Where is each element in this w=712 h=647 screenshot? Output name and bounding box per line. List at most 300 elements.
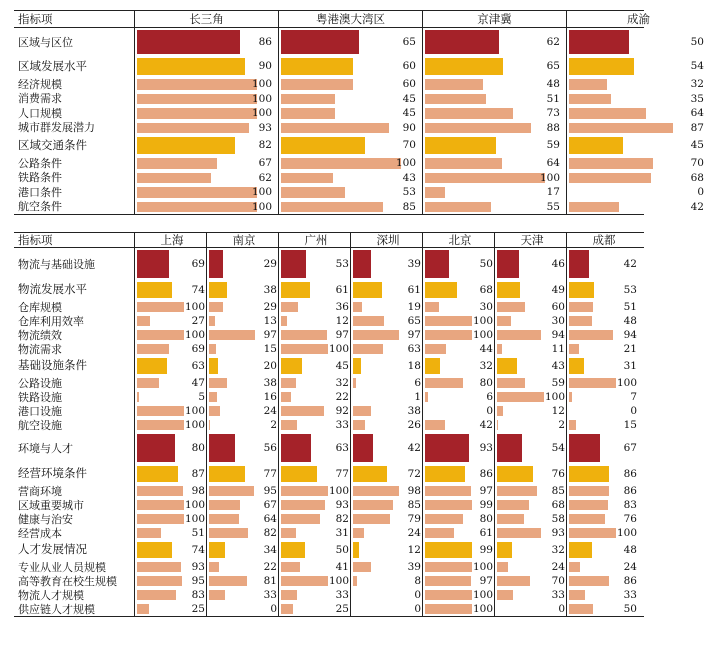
value-number: 100 <box>539 171 560 184</box>
value-cell <box>424 432 496 464</box>
value-number: 82 <box>335 512 349 525</box>
value-cell <box>352 498 424 512</box>
value-number: 93 <box>551 526 565 539</box>
value-number: 76 <box>623 512 637 525</box>
value-number: 25 <box>335 602 349 615</box>
value-number: 92 <box>335 404 349 417</box>
indicator-row <box>14 512 644 526</box>
value-number: 100 <box>472 314 493 327</box>
column-header: 南京 <box>232 233 256 247</box>
value-cell <box>280 280 352 300</box>
rule-line <box>14 214 644 215</box>
value-cell <box>208 574 280 588</box>
value-number: 42 <box>407 441 421 454</box>
value-cell <box>136 464 208 484</box>
value-cell <box>352 280 424 300</box>
value-cell <box>568 404 640 418</box>
column-divider <box>278 232 279 616</box>
column-header: 成都 <box>592 233 616 247</box>
value-number: 0 <box>630 404 637 417</box>
value-cell <box>280 342 352 356</box>
value-number: 74 <box>191 543 205 556</box>
row-label: 城市群发展潜力 <box>18 121 95 135</box>
value-cell <box>424 356 496 376</box>
value-number: 48 <box>623 314 637 327</box>
value-number: 24 <box>263 404 277 417</box>
value-cell <box>352 356 424 376</box>
value-cell <box>568 92 712 107</box>
value-cell <box>280 464 352 484</box>
indicator-row <box>14 77 704 92</box>
value-cell <box>136 418 208 432</box>
value-cell <box>424 135 568 156</box>
indicator-row <box>14 498 644 512</box>
value-number: 67 <box>258 157 272 169</box>
value-cell <box>136 280 208 300</box>
value-cell <box>208 588 280 602</box>
value-number: 30 <box>479 300 493 313</box>
value-number: 77 <box>263 467 277 480</box>
row-label: 消费需求 <box>18 92 62 106</box>
value-number: 62 <box>258 171 272 184</box>
value-cell <box>136 28 280 56</box>
value-number: 97 <box>479 484 493 497</box>
value-number: 0 <box>558 602 565 615</box>
value-cell <box>280 92 424 107</box>
value-cell <box>136 248 208 280</box>
value-cell <box>280 171 424 186</box>
indicator-row <box>14 602 644 616</box>
table-header <box>14 232 644 248</box>
value-cell <box>568 280 640 300</box>
value-number: 100 <box>184 404 205 417</box>
row-label: 物流与基础设施 <box>18 257 95 271</box>
value-number: 93 <box>479 441 493 454</box>
value-cell <box>280 28 424 56</box>
value-number: 26 <box>407 418 421 431</box>
value-number: 6 <box>414 376 421 389</box>
value-number: 24 <box>623 560 637 573</box>
value-cell <box>496 248 568 280</box>
value-number: 60 <box>402 60 416 73</box>
value-number: 64 <box>263 512 277 525</box>
value-number: 100 <box>328 342 349 355</box>
value-number: 69 <box>191 257 205 270</box>
value-cell <box>568 498 640 512</box>
value-number: 67 <box>623 441 637 454</box>
row-label: 环境与人才 <box>18 441 73 455</box>
value-number: 12 <box>551 404 565 417</box>
value-cell <box>208 280 280 300</box>
column-header: 成渝 <box>627 12 650 26</box>
value-number: 12 <box>407 543 421 556</box>
value-cell <box>208 328 280 342</box>
value-number: 53 <box>402 186 416 198</box>
indicator-row <box>14 171 704 186</box>
value-cell <box>496 342 568 356</box>
value-cell <box>280 526 352 540</box>
value-number: 70 <box>402 139 416 152</box>
value-number: 97 <box>407 328 421 341</box>
value-number: 29 <box>263 257 277 270</box>
value-number: 18 <box>407 359 421 372</box>
row-label: 人口规模 <box>18 106 62 120</box>
row-label: 公路设施 <box>18 376 62 390</box>
value-cell <box>496 602 568 616</box>
column-header: 天津 <box>520 233 544 247</box>
value-cell <box>136 92 280 107</box>
value-number: 2 <box>270 418 277 431</box>
value-cell <box>280 498 352 512</box>
value-number: 97 <box>335 328 349 341</box>
value-number: 45 <box>335 359 349 372</box>
value-cell <box>280 56 424 77</box>
value-number: 100 <box>251 200 272 213</box>
indicator-row <box>14 106 704 121</box>
value-cell <box>136 56 280 77</box>
value-cell <box>136 512 208 526</box>
value-number: 67 <box>263 498 277 511</box>
value-number: 100 <box>472 588 493 601</box>
value-number: 100 <box>251 92 272 105</box>
value-number: 100 <box>251 78 272 90</box>
row-label: 仓库利用效率 <box>18 314 84 328</box>
value-cell <box>208 560 280 574</box>
value-number: 70 <box>690 157 704 169</box>
indicator-row <box>14 484 644 498</box>
row-label: 物流发展水平 <box>18 282 87 297</box>
value-cell <box>568 588 640 602</box>
value-cell <box>280 185 424 200</box>
value-number: 30 <box>551 314 565 327</box>
value-number: 11 <box>551 342 565 355</box>
row-label: 航空条件 <box>18 200 62 214</box>
value-cell <box>568 300 640 314</box>
value-number: 38 <box>263 283 277 296</box>
indicator-row <box>14 390 644 404</box>
value-number: 69 <box>191 342 205 355</box>
value-number: 31 <box>623 359 637 372</box>
value-cell <box>280 390 352 404</box>
value-number: 81 <box>263 574 277 587</box>
value-number: 83 <box>191 588 205 601</box>
value-number: 33 <box>335 588 349 601</box>
row-label: 仓库规模 <box>18 300 62 314</box>
value-number: 0 <box>414 588 421 601</box>
value-number: 61 <box>335 283 349 296</box>
value-cell <box>496 404 568 418</box>
value-number: 50 <box>479 257 493 270</box>
value-number: 47 <box>191 376 205 389</box>
value-cell <box>352 300 424 314</box>
value-number: 24 <box>407 526 421 539</box>
value-number: 60 <box>402 78 416 90</box>
value-cell <box>208 376 280 390</box>
value-cell <box>136 135 280 156</box>
indicator-row <box>14 560 644 574</box>
value-cell <box>424 376 496 390</box>
value-cell <box>496 560 568 574</box>
value-cell <box>280 602 352 616</box>
value-number: 34 <box>263 543 277 556</box>
value-number: 60 <box>551 300 565 313</box>
value-number: 97 <box>479 574 493 587</box>
indicator-row <box>14 328 644 342</box>
value-cell <box>208 418 280 432</box>
value-number: 33 <box>623 588 637 601</box>
value-cell <box>496 376 568 390</box>
value-cell <box>424 498 496 512</box>
value-cell <box>424 77 568 92</box>
value-number: 77 <box>335 467 349 480</box>
value-cell <box>280 432 352 464</box>
value-number: 100 <box>184 512 205 525</box>
value-cell <box>352 574 424 588</box>
value-cell <box>568 56 712 77</box>
column-divider <box>206 232 207 616</box>
value-cell <box>568 314 640 328</box>
value-number: 32 <box>551 543 565 556</box>
row-label: 区域发展水平 <box>18 58 87 73</box>
value-number: 59 <box>551 376 565 389</box>
value-number: 94 <box>551 328 565 341</box>
column-divider <box>134 10 135 214</box>
value-cell <box>280 484 352 498</box>
value-cell <box>496 300 568 314</box>
column-header: 深圳 <box>376 233 400 247</box>
value-number: 17 <box>546 186 560 198</box>
value-number: 93 <box>335 498 349 511</box>
value-cell <box>352 464 424 484</box>
value-number: 85 <box>551 484 565 497</box>
value-cell <box>568 171 712 186</box>
value-number: 86 <box>623 467 637 480</box>
column-divider <box>278 10 279 214</box>
value-cell <box>208 602 280 616</box>
row-label: 高等教育在校生规模 <box>18 574 117 588</box>
value-cell <box>424 342 496 356</box>
value-number: 38 <box>263 376 277 389</box>
value-number: 94 <box>623 328 637 341</box>
value-cell <box>208 512 280 526</box>
value-number: 50 <box>623 602 637 615</box>
column-divider <box>494 232 495 616</box>
value-cell <box>208 300 280 314</box>
value-number: 21 <box>623 342 637 355</box>
value-cell <box>568 418 640 432</box>
value-number: 48 <box>623 543 637 556</box>
value-number: 70 <box>551 574 565 587</box>
value-number: 16 <box>263 390 277 403</box>
value-number: 13 <box>263 314 277 327</box>
value-number: 99 <box>479 543 493 556</box>
value-cell <box>424 526 496 540</box>
row-label: 区域与区位 <box>18 35 73 49</box>
value-cell <box>280 314 352 328</box>
value-number: 19 <box>407 300 421 313</box>
value-cell <box>568 342 640 356</box>
value-cell <box>208 356 280 376</box>
value-cell <box>208 464 280 484</box>
value-number: 32 <box>479 359 493 372</box>
value-cell <box>352 602 424 616</box>
value-number: 63 <box>335 441 349 454</box>
value-number: 39 <box>407 257 421 270</box>
value-cell <box>496 432 568 464</box>
value-number: 85 <box>407 498 421 511</box>
row-label: 区域重要城市 <box>18 498 84 512</box>
value-number: 100 <box>328 574 349 587</box>
value-cell <box>496 484 568 498</box>
value-cell <box>424 300 496 314</box>
value-number: 62 <box>546 35 560 48</box>
value-cell <box>280 540 352 560</box>
value-cell <box>424 328 496 342</box>
value-cell <box>568 464 640 484</box>
value-cell <box>568 156 712 171</box>
value-number: 44 <box>479 342 493 355</box>
value-cell <box>424 588 496 602</box>
row-label: 经营成本 <box>18 526 62 540</box>
value-number: 82 <box>263 526 277 539</box>
value-number: 25 <box>191 602 205 615</box>
value-cell <box>136 314 208 328</box>
value-number: 93 <box>191 560 205 573</box>
value-cell <box>496 280 568 300</box>
value-cell <box>136 121 280 136</box>
value-cell <box>424 464 496 484</box>
value-cell <box>280 418 352 432</box>
value-cell <box>424 314 496 328</box>
value-number: 74 <box>191 283 205 296</box>
value-number: 100 <box>472 602 493 615</box>
value-cell <box>424 92 568 107</box>
value-cell <box>280 512 352 526</box>
value-cell <box>136 156 280 171</box>
value-number: 100 <box>395 157 416 169</box>
value-cell <box>136 560 208 574</box>
value-cell <box>136 300 208 314</box>
value-cell <box>424 106 568 121</box>
value-cell <box>352 418 424 432</box>
value-number: 58 <box>551 512 565 525</box>
value-number: 100 <box>328 484 349 497</box>
value-number: 54 <box>551 441 565 454</box>
dimension-row <box>14 28 704 56</box>
value-number: 27 <box>191 314 205 327</box>
value-number: 100 <box>184 498 205 511</box>
value-number: 95 <box>191 574 205 587</box>
value-number: 42 <box>479 418 493 431</box>
indicator-row <box>14 300 644 314</box>
value-number: 48 <box>546 78 560 90</box>
indicator-row <box>14 588 644 602</box>
value-cell <box>136 404 208 418</box>
value-number: 45 <box>402 92 416 105</box>
value-cell <box>568 77 712 92</box>
value-cell <box>280 200 424 215</box>
value-number: 100 <box>472 328 493 341</box>
indicator-row <box>14 342 644 356</box>
value-cell <box>424 185 568 200</box>
value-number: 42 <box>690 200 704 213</box>
value-number: 22 <box>335 390 349 403</box>
column-divider <box>350 232 351 616</box>
value-cell <box>568 512 640 526</box>
value-cell <box>136 77 280 92</box>
value-cell <box>424 560 496 574</box>
value-cell <box>424 156 568 171</box>
row-label: 物流人才规模 <box>18 588 84 602</box>
value-cell <box>136 185 280 200</box>
city-table <box>14 232 644 640</box>
rule-line <box>14 27 644 28</box>
value-cell <box>352 248 424 280</box>
value-number: 39 <box>407 560 421 573</box>
value-number: 55 <box>546 200 560 213</box>
value-number: 93 <box>258 121 272 134</box>
value-cell <box>136 342 208 356</box>
column-divider <box>566 232 567 616</box>
value-number: 100 <box>251 186 272 198</box>
indicator-row <box>14 574 644 588</box>
value-number: 53 <box>623 283 637 296</box>
value-number: 63 <box>407 342 421 355</box>
category-row <box>14 280 644 300</box>
value-number: 86 <box>623 484 637 497</box>
table-header <box>14 10 650 28</box>
value-number: 65 <box>407 314 421 327</box>
value-number: 51 <box>191 526 205 539</box>
value-cell <box>496 328 568 342</box>
value-number: 49 <box>551 283 565 296</box>
category-row <box>14 356 644 376</box>
indicator-row <box>14 404 644 418</box>
column-header: 京津冀 <box>477 12 512 26</box>
value-cell <box>280 560 352 574</box>
value-number: 0 <box>486 404 493 417</box>
value-number: 100 <box>472 560 493 573</box>
value-cell <box>352 512 424 526</box>
value-cell <box>136 574 208 588</box>
value-cell <box>208 248 280 280</box>
value-number: 12 <box>335 314 349 327</box>
row-label: 供应链人才规模 <box>18 602 95 616</box>
row-label: 经营环境条件 <box>18 466 87 481</box>
value-cell <box>424 512 496 526</box>
value-cell <box>424 200 568 215</box>
value-number: 64 <box>546 157 560 169</box>
value-number: 79 <box>407 512 421 525</box>
value-cell <box>568 28 712 56</box>
value-cell <box>136 106 280 121</box>
value-cell <box>568 574 640 588</box>
value-cell <box>208 342 280 356</box>
value-cell <box>136 484 208 498</box>
value-cell <box>280 404 352 418</box>
value-cell <box>208 390 280 404</box>
value-cell <box>136 432 208 464</box>
value-number: 76 <box>551 467 565 480</box>
value-number: 54 <box>690 60 704 73</box>
value-cell <box>136 356 208 376</box>
value-cell <box>424 540 496 560</box>
value-cell <box>136 588 208 602</box>
value-cell <box>568 602 640 616</box>
value-number: 1 <box>414 390 421 403</box>
value-number: 88 <box>546 121 560 134</box>
value-number: 65 <box>546 60 560 73</box>
